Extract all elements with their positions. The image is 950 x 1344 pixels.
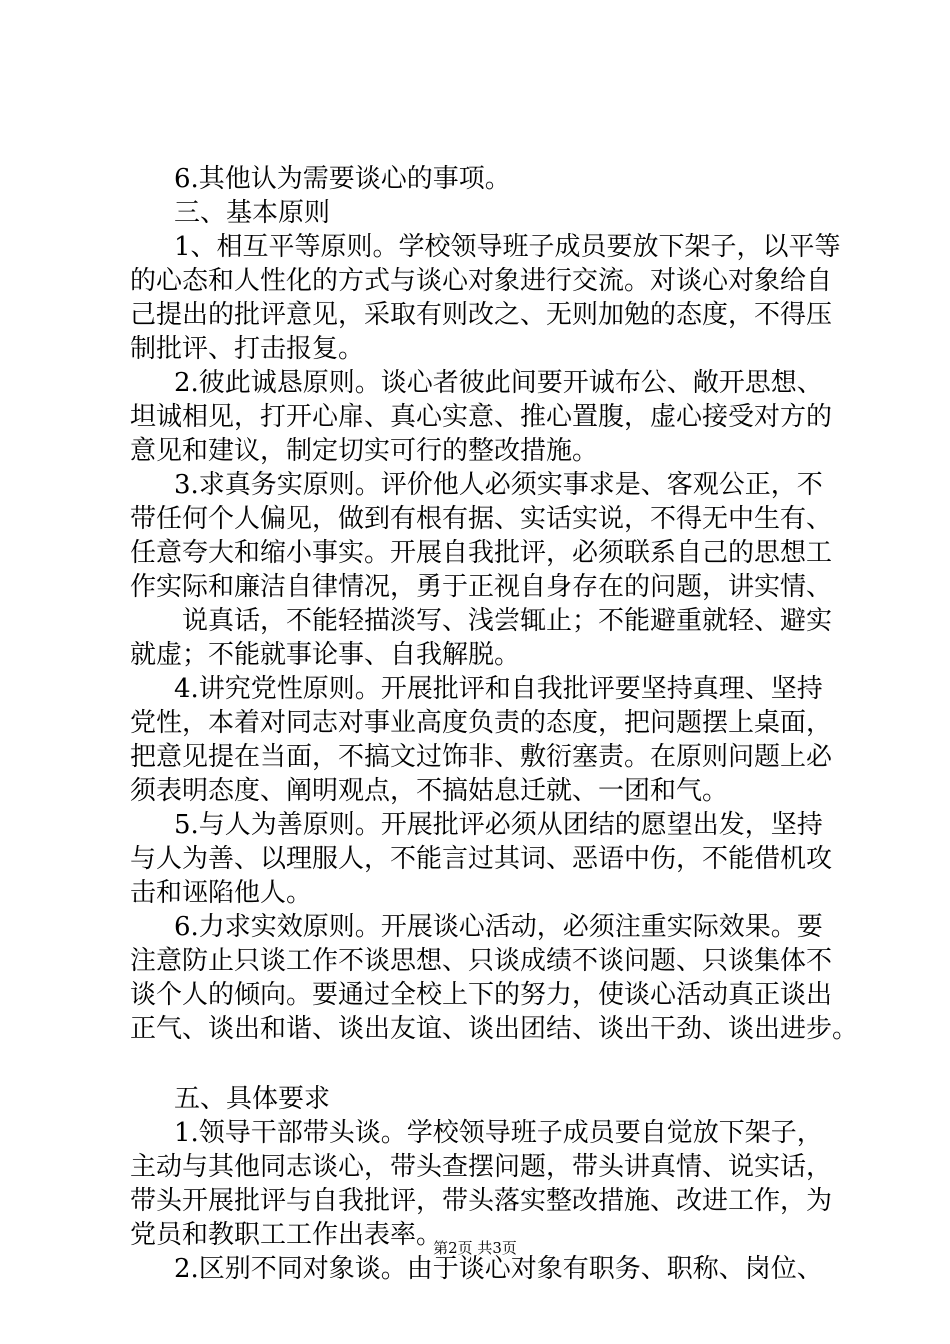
text-line: 3.求真务实原则。评价他人必须实事求是、客观公正，不	[174, 470, 823, 500]
text-line: 与人为善、以理服人，不能言过其词、恶语中伤，不能借机攻	[130, 844, 833, 874]
text-line: 己提出的批评意见，采取有则改之、无则加勉的态度，不得压	[130, 300, 833, 330]
text-line: 主动与其他同志谈心，带头查摆问题，带头讲真情、说实话，	[130, 1152, 833, 1182]
text-line: 1.领导干部带头谈。学校领导班子成员要自觉放下架子，	[174, 1118, 823, 1148]
text-line: 带任何个人偏见，做到有根有据、实话实说，不得无中生有、	[130, 504, 833, 534]
text-line: 2.区别不同对象谈。由于谈心对象有职务、职称、岗位、	[174, 1254, 823, 1284]
text-line: 党性，本着对同志对事业高度负责的态度，把问题摆上桌面，	[130, 708, 833, 738]
text-line: 6.其他认为需要谈心的事项。	[174, 164, 511, 194]
text-line: 谈个人的倾向。要通过全校上下的努力，使谈心活动真正谈出	[130, 980, 833, 1010]
text-line: 正气、谈出和谐、谈出友谊、谈出团结、谈出干劲、谈出进步。	[130, 1014, 859, 1044]
text-line: 意见和建议，制定切实可行的整改措施。	[130, 436, 599, 466]
text-line: 2.彼此诚恳原则。谈心者彼此间要开诚布公、敞开思想、	[174, 368, 823, 398]
text-line: 须表明态度、阐明观点，不搞姑息迁就、一团和气。	[130, 776, 729, 806]
text-line: 1、相互平等原则。学校领导班子成员要放下架子，以平等	[174, 232, 841, 262]
document-body	[130, 162, 859, 1286]
text-line: 把意见提在当面，不搞文过饰非、敷衍塞责。在原则问题上必	[130, 742, 833, 772]
text-line: 6.力求实效原则。开展谈心活动，必须注重实际效果。要	[174, 912, 823, 942]
paragraph-gap	[130, 1046, 830, 1082]
text-line: 任意夸大和缩小事实。开展自我批评，必须联系自己的思想工	[130, 538, 833, 568]
section-heading: 五、具体要求	[174, 1084, 331, 1114]
text-line: 就虚；不能就事论事、自我解脱。	[130, 640, 521, 670]
text-line: 作实际和廉洁自律情况，勇于正视自身存在的问题，讲实情、	[130, 572, 833, 602]
text-line: 4.讲究党性原则。开展批评和自我批评要坚持真理、坚持	[174, 674, 823, 704]
text-line: 说真话，不能轻描淡写、浅尝辄止；不能避重就轻、避实	[182, 606, 833, 636]
text-line: 制批评、打击报复。	[130, 334, 365, 364]
text-line: 坦诚相见，打开心扉、真心实意、推心置腹，虚心接受对方的	[130, 402, 833, 432]
text-line: 的心态和人性化的方式与谈心对象进行交流。对谈心对象给自	[130, 266, 833, 296]
section-heading: 三、基本原则	[174, 198, 331, 228]
text-line: 击和诬陷他人。	[130, 878, 313, 908]
text-line: 5.与人为善原则。开展批评必须从团结的愿望出发，坚持	[174, 810, 823, 840]
text-line: 注意防止只谈工作不谈思想、只谈成绩不谈问题、只谈集体不	[130, 946, 833, 976]
text-line: 带头开展批评与自我批评，带头落实整改措施、改进工作，为	[130, 1186, 833, 1216]
text-line: 党员和教职工工作出表率。	[130, 1220, 443, 1250]
page-number-footer: 第2页 共3页	[433, 1239, 517, 1257]
